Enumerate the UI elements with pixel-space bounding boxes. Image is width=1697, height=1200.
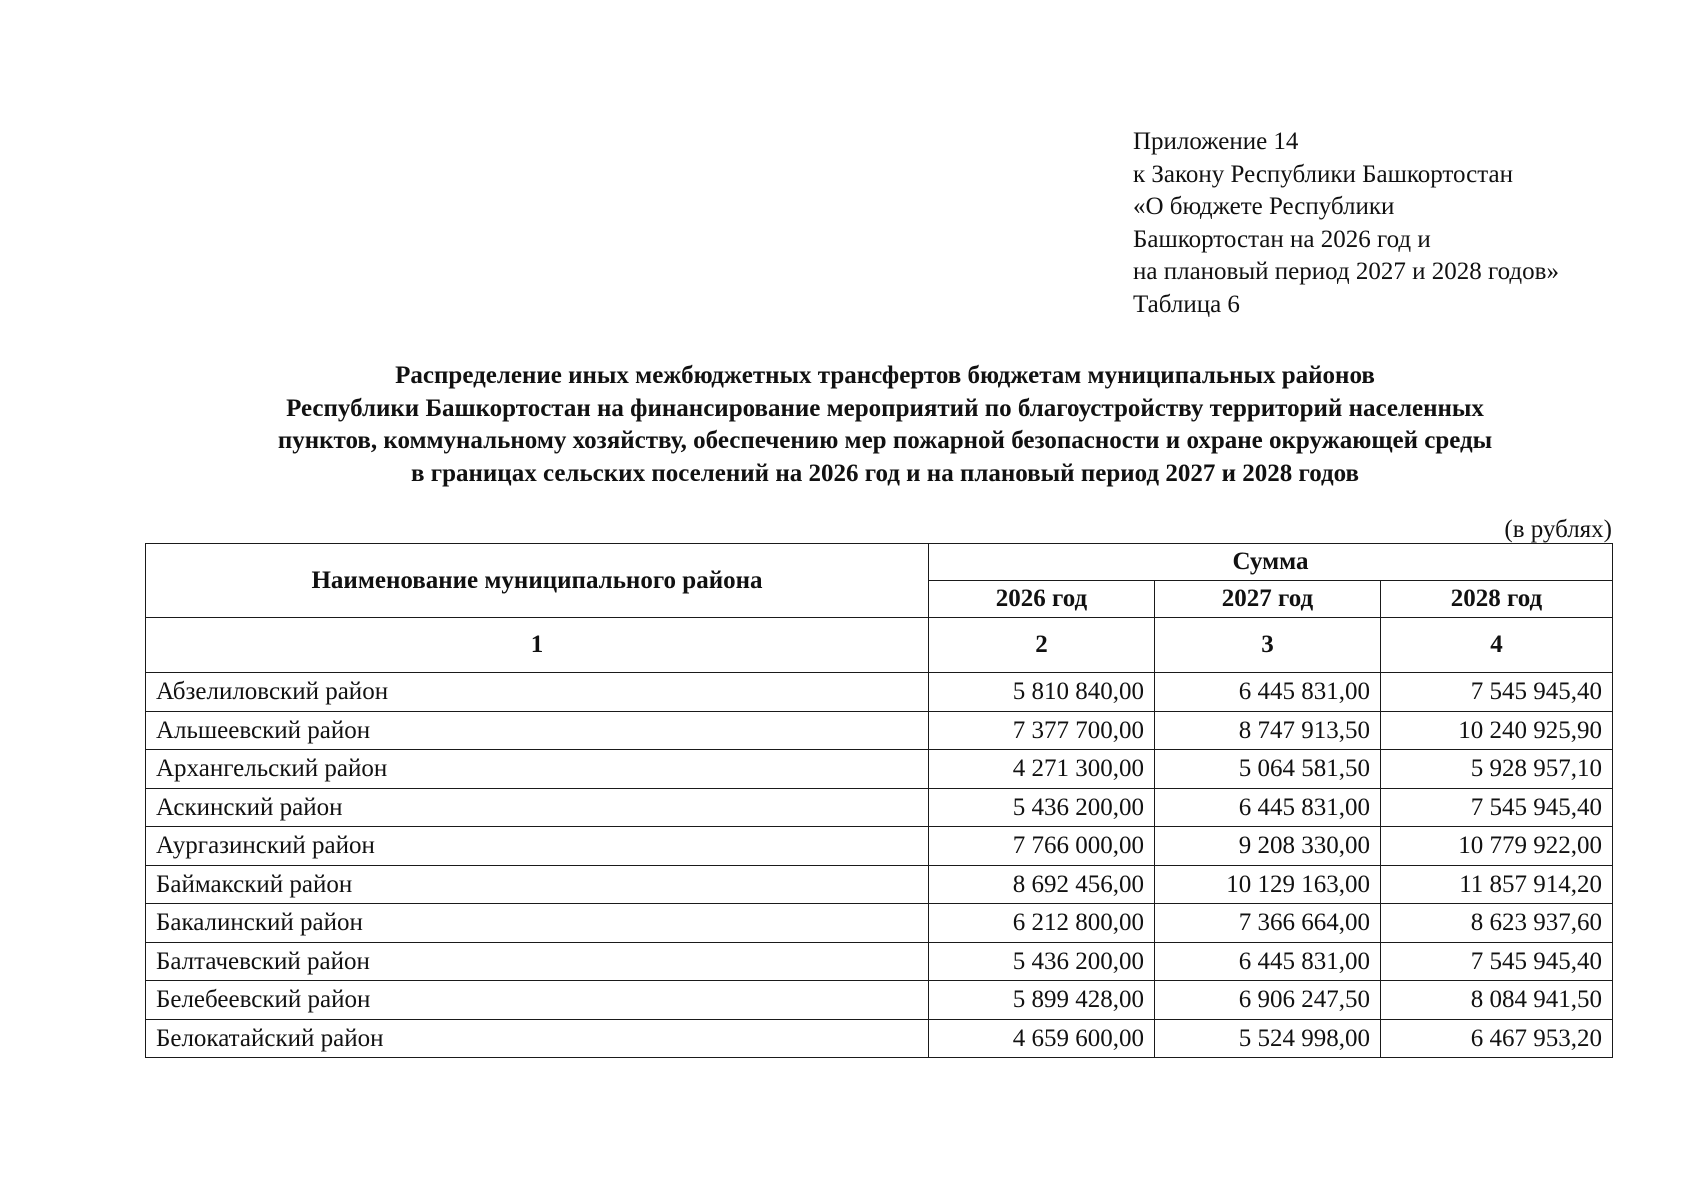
header-year-2026: 2026 год xyxy=(929,581,1155,618)
amount-2027: 6 445 831,00 xyxy=(1155,788,1381,827)
amount-2028: 10 240 925,90 xyxy=(1381,711,1613,750)
appendix-block xyxy=(1133,126,1559,321)
district-name: Аскинский район xyxy=(146,788,929,827)
appendix-line: «О бюджете Республики xyxy=(1133,193,1395,220)
amount-2028: 5 928 957,10 xyxy=(1381,750,1613,789)
amount-2026: 5 436 200,00 xyxy=(929,788,1155,827)
table-row xyxy=(146,827,1613,866)
amount-2027: 7 366 664,00 xyxy=(1155,904,1381,943)
district-name: Белебеевский район xyxy=(146,981,929,1020)
header-year-2027: 2027 год xyxy=(1155,581,1381,618)
units-note: (в рублях) xyxy=(1504,516,1612,543)
amount-2028: 7 545 945,40 xyxy=(1381,788,1613,827)
title-line: Республики Башкортостан на финансирование мероприятий по благоустройству территорий населенных xyxy=(286,394,1484,422)
transfers-table xyxy=(145,543,1613,1058)
header-sum: Сумма xyxy=(929,544,1613,581)
amount-2026: 5 810 840,00 xyxy=(929,673,1155,712)
amount-2028: 7 545 945,40 xyxy=(1381,942,1613,981)
amount-2027: 6 906 247,50 xyxy=(1155,981,1381,1020)
amount-2028: 8 084 941,50 xyxy=(1381,981,1613,1020)
table-row xyxy=(146,865,1613,904)
column-number: 1 xyxy=(146,618,929,673)
district-name: Балтачевский район xyxy=(146,942,929,981)
appendix-line: Башкортостан на 2026 год и xyxy=(1133,225,1431,253)
title-line: в границах сельских поселений на 2026 год и на плановый период 2027 и 2028 годов xyxy=(410,459,1360,487)
table-row xyxy=(146,981,1613,1020)
amount-2028: 8 623 937,60 xyxy=(1381,904,1613,943)
table-row xyxy=(146,673,1613,712)
table-row xyxy=(146,1019,1613,1058)
document-title xyxy=(150,360,1620,490)
amount-2026: 5 899 428,00 xyxy=(929,981,1155,1020)
table-row xyxy=(146,788,1613,827)
amount-2026: 4 659 600,00 xyxy=(929,1019,1155,1058)
table-row xyxy=(146,750,1613,789)
district-name: Бакалинский район xyxy=(146,904,929,943)
amount-2027: 8 747 913,50 xyxy=(1155,711,1381,750)
amount-2027: 5 524 998,00 xyxy=(1155,1019,1381,1058)
column-number: 4 xyxy=(1381,618,1613,673)
district-name: Белокатайский район xyxy=(146,1019,929,1058)
amount-2027: 6 445 831,00 xyxy=(1155,673,1381,712)
amount-2026: 8 692 456,00 xyxy=(929,865,1155,904)
amount-2027: 10 129 163,00 xyxy=(1155,865,1381,904)
appendix-line: на плановый период 2027 и 2028 годов» xyxy=(1133,258,1559,285)
amount-2027: 9 208 330,00 xyxy=(1155,827,1381,866)
appendix-line: к Закону Республики Башкортостан xyxy=(1133,160,1513,188)
amount-2028: 7 545 945,40 xyxy=(1381,673,1613,712)
amount-2027: 6 445 831,00 xyxy=(1155,942,1381,981)
amount-2026: 5 436 200,00 xyxy=(929,942,1155,981)
amount-2027: 5 064 581,50 xyxy=(1155,750,1381,789)
amount-2028: 11 857 914,20 xyxy=(1381,865,1613,904)
appendix-line: Приложение 14 xyxy=(1133,128,1299,155)
amount-2028: 6 467 953,20 xyxy=(1381,1019,1613,1058)
appendix-line: Таблица 6 xyxy=(1133,290,1240,318)
district-name: Баймакский район xyxy=(146,865,929,904)
title-line: Распределение иных межбюджетных трансфертов бюджетам муниципальных районов xyxy=(395,362,1375,389)
district-name: Альшеевский район xyxy=(146,711,929,750)
column-number: 2 xyxy=(929,618,1155,673)
district-name: Абзелиловский район xyxy=(146,673,929,712)
district-name: Аургазинский район xyxy=(146,827,929,866)
column-number: 3 xyxy=(1155,618,1381,673)
header-district-name: Наименование муниципального района xyxy=(146,544,929,618)
table-row xyxy=(146,942,1613,981)
header-year-2028: 2028 год xyxy=(1381,581,1613,618)
amount-2026: 6 212 800,00 xyxy=(929,904,1155,943)
district-name: Архангельский район xyxy=(146,750,929,789)
amount-2028: 10 779 922,00 xyxy=(1381,827,1613,866)
amount-2026: 7 766 000,00 xyxy=(929,827,1155,866)
table-row xyxy=(146,711,1613,750)
amount-2026: 4 271 300,00 xyxy=(929,750,1155,789)
amount-2026: 7 377 700,00 xyxy=(929,711,1155,750)
title-line: пунктов, коммунальному хозяйству, обеспечению мер пожарной безопасности и охране окружающей среды xyxy=(277,427,1493,454)
table-row xyxy=(146,904,1613,943)
